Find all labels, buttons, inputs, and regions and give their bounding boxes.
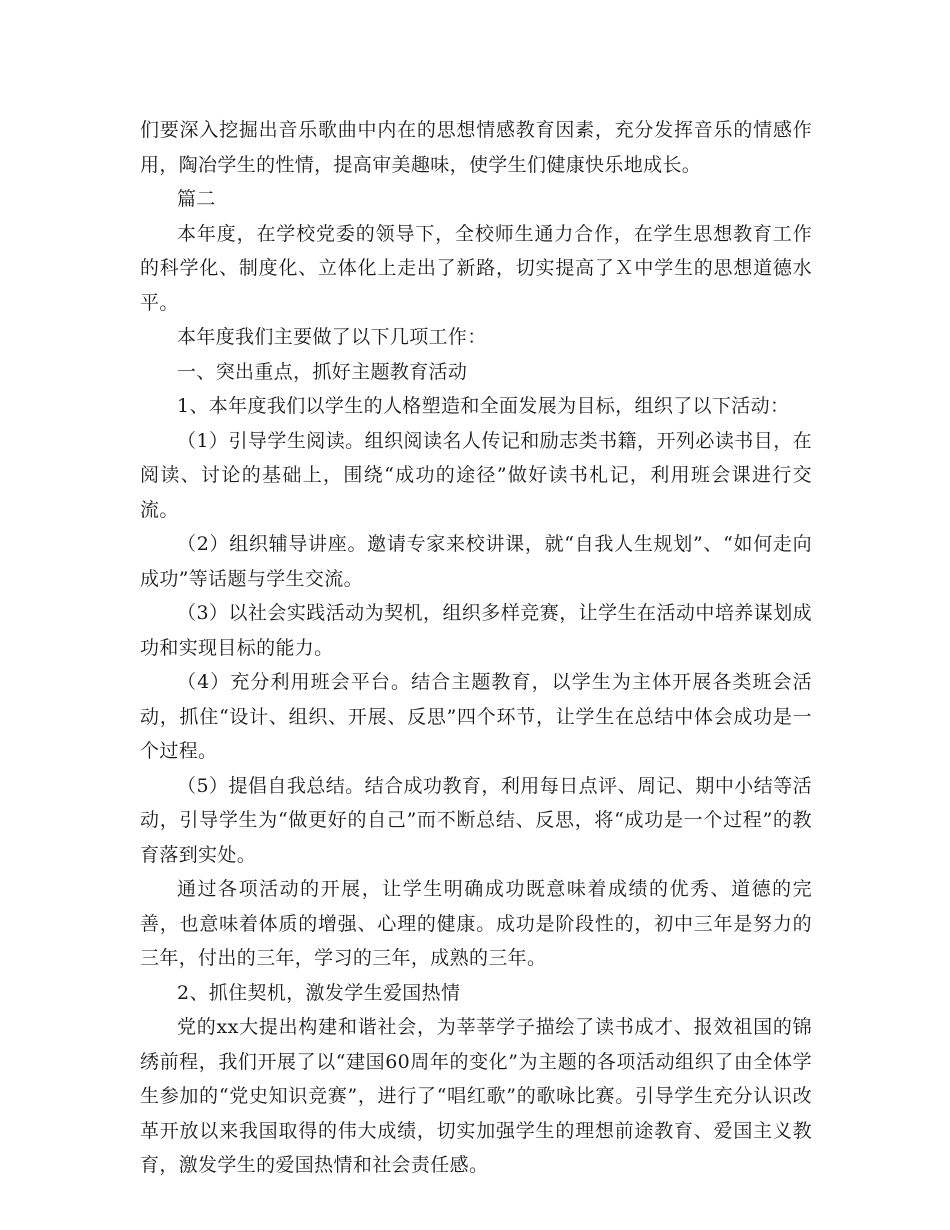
list-item-social-practice: （3）以社会实践活动为契机，组织多样竞赛，让学生在活动中培养谋划成功和实现目标的能力。 xyxy=(140,602,812,659)
paragraph-activities-outcome: 通过各项活动的开展，让学生明确成功既意味着成绩的优秀、道德的完善，也意味着体质的增强、心理的健康。成功是阶段性的，初中三年是努力的三年，付出的三年，学习的三年，成熟的三年。 xyxy=(140,878,812,969)
paragraph-intro: 本年度，在学校党委的领导下，全校师生通力合作，在学生思想教育工作的科学化、制度化、立体化上走出了新路，切实提高了Ｘ中学生的思想道德水平。 xyxy=(140,222,812,314)
document-body xyxy=(140,113,812,1183)
paragraph-continuation: 们要深入挖掘出音乐歌曲中内在的思想情感教育因素，充分发挥音乐的情感作用，陶冶学生的性情，提高审美趣味，使学生们健康快乐地成长。 xyxy=(140,119,812,176)
heading-item-one: 1、本年度我们以学生的人格塑造和全面发展为目标，组织了以下活动： xyxy=(177,395,790,417)
heading-item-two: 2、抓住契机，激发学生爱国热情 xyxy=(177,981,461,1004)
list-item-reading: （1）引导学生阅读。组织阅读名人传记和励志类书籍，开列必读书目，在阅读、讨论的基础上，围绕“成功的途径”做好读书札记，利用班会课进行交流。 xyxy=(140,429,812,521)
paragraph-work-summary: 本年度我们主要做了以下几项工作： xyxy=(177,326,487,348)
section-heading-part-two: 篇二 xyxy=(177,188,216,210)
list-item-self-summary: （5）提倡自我总结。结合成功教育，利用每日点评、周记、期中小结等活动，引导学生为“做更好的自己”而不断总结、反思，将“成功是一个过程”的教育落到实处。 xyxy=(140,774,812,866)
list-item-lectures: （2）组织辅导讲座。邀请专家来校讲课，就“自我人生规划”、“如何走向成功”等话题与学生交流。 xyxy=(140,533,812,590)
list-item-class-meetings: （4）充分利用班会平台。结合主题教育，以学生为主体开展各类班会活动，抓住“设计、组织、开展、反思”四个环节，让学生在总结中体会成功是一个过程。 xyxy=(140,671,812,762)
paragraph-patriotism: 党的xx大提出构建和谐社会，为莘莘学子描绘了读书成才、报效祖国的锦绣前程，我们开展了以“建国60周年的变化”为主题的各项活动组织了由全体学生参加的“党史知识竞赛”，进行了“唱红歌”的歌咏比赛。引导学生充分认识改革开放以来我国取得的伟大成绩，切实加强学生的理想前途教育、爱国主义教育，激发学生的爱国热情和社会责任感。 xyxy=(140,1016,812,1176)
heading-section-one: 一、突出重点，抓好主题教育活动 xyxy=(177,360,468,383)
